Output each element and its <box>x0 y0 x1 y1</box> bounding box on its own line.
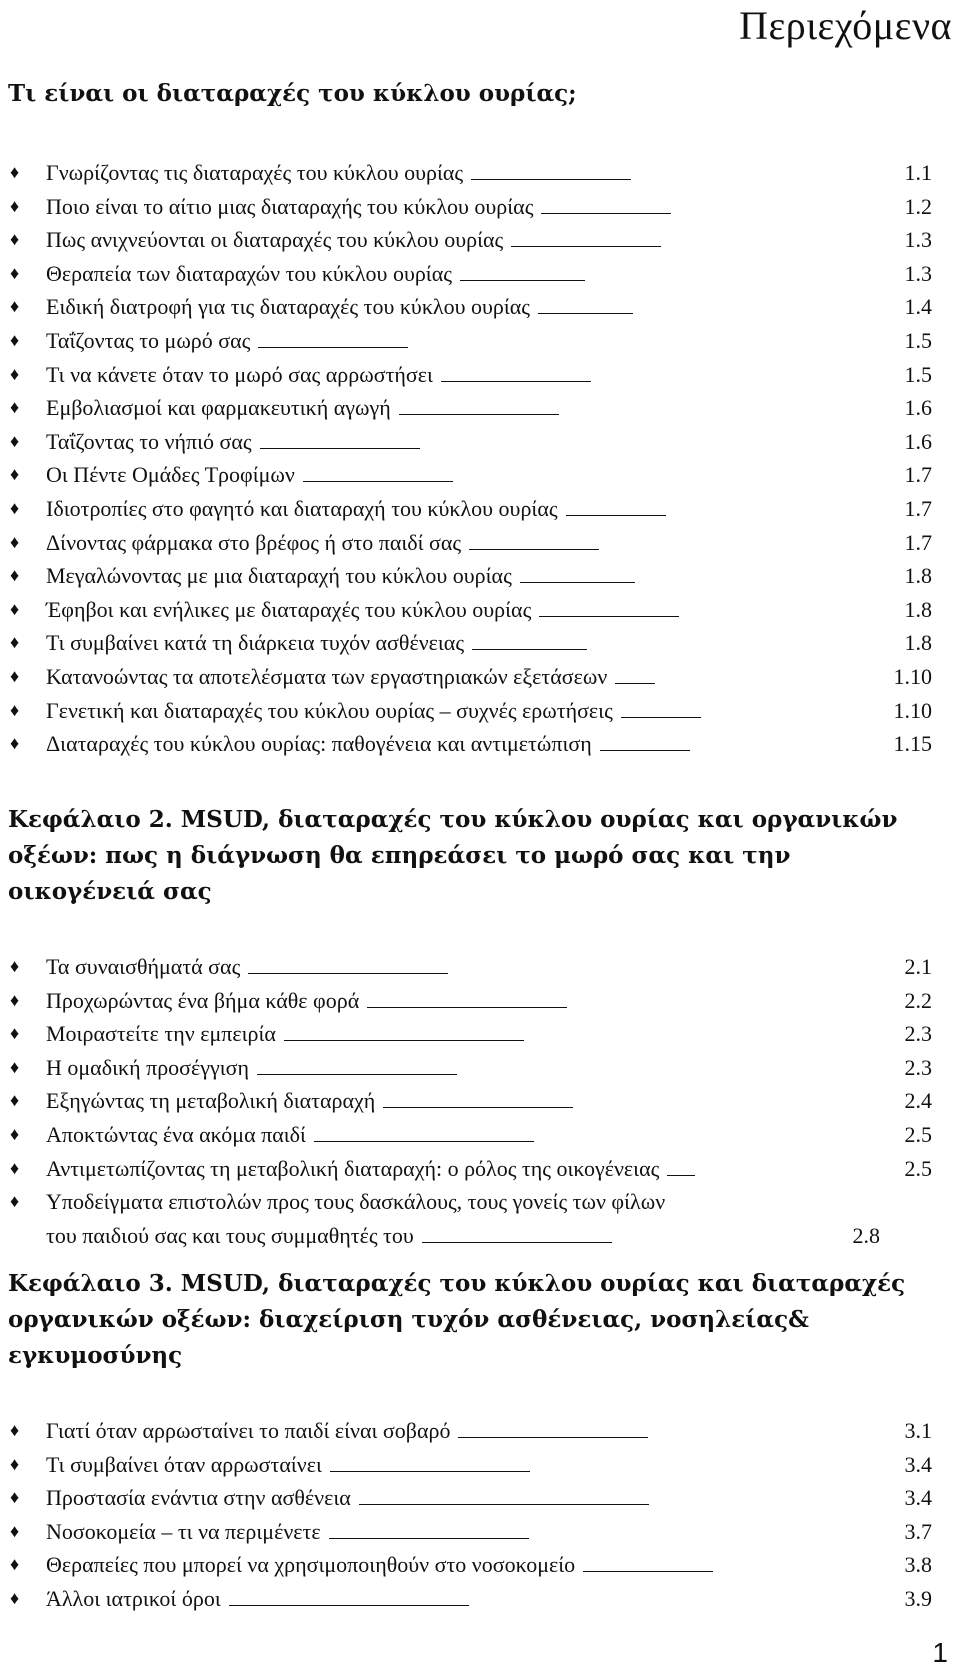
diamond-bullet-icon: ♦ <box>10 363 20 384</box>
toc-page-number: 3.9 <box>904 1585 932 1611</box>
toc-entry-text: Τι συμβαίνει όταν αρρωσταίνει <box>46 1451 322 1477</box>
dot-leader <box>314 1140 534 1142</box>
toc-entry[interactable] <box>0 1084 960 1118</box>
dot-leader <box>520 581 635 583</box>
toc-entry-text-line2: του παιδιού σας και τους συμμαθητές του <box>46 1222 414 1248</box>
toc-entry[interactable] <box>0 1515 960 1549</box>
dot-leader <box>458 1436 648 1438</box>
toc-entry[interactable] <box>0 458 960 492</box>
toc-page-number: 1.3 <box>904 260 932 286</box>
section-heading: Κεφάλαιο 2. MSUD, διαταραχές του κύκλου ουρίας και οργανικών οξέων: πως η διάγνωση θα επηρεάσει το μωρό σας και την οικογένειά σας <box>8 806 898 905</box>
diamond-bullet-icon: ♦ <box>10 162 20 182</box>
toc-page-number: 1.7 <box>904 495 932 521</box>
toc-entry[interactable] <box>0 559 960 593</box>
toc-page-number: 2.4 <box>904 1088 932 1114</box>
dot-leader <box>539 615 679 617</box>
diamond-bullet-icon: ♦ <box>10 1123 20 1144</box>
diamond-bullet-icon: ♦ <box>10 464 20 485</box>
dot-leader <box>329 1537 529 1539</box>
toc-entry[interactable] <box>0 1414 960 1448</box>
toc-entry-text: Κατανοώντας τα αποτελέσματα των εργαστηριακών εξετάσεων <box>46 663 608 689</box>
toc-entry-text: Τι να κάνετε όταν το μωρό σας αρρωστήσει <box>46 361 433 387</box>
dot-leader <box>260 447 420 449</box>
toc-entry-text: Αποκτώντας ένα ακόμα παιδί <box>46 1121 306 1147</box>
dot-leader <box>441 380 591 382</box>
diamond-bullet-icon: ♦ <box>10 956 20 976</box>
toc-page-number: 3.8 <box>904 1552 932 1578</box>
toc-entry-text: Μεγαλώνοντας με μια διαταραχή του κύκλου ουρίας <box>46 563 512 589</box>
section-overview <box>0 76 960 761</box>
dot-leader <box>258 346 408 348</box>
diamond-bullet-icon: ♦ <box>10 195 20 216</box>
toc-entry[interactable] <box>0 1152 960 1186</box>
dot-leader <box>667 1174 695 1176</box>
toc-entry-text: Νοσοκομεία – τι να περιμένετε <box>46 1518 321 1544</box>
toc-page-number: 1.10 <box>893 697 932 723</box>
toc-page-number: 1.15 <box>893 731 932 757</box>
diamond-bullet-icon: ♦ <box>10 598 20 619</box>
diamond-bullet-icon: ♦ <box>10 531 20 552</box>
toc-entry-text: Ιδιοτροπίες στο φαγητό και διαταραχή του κύκλου ουρίας <box>46 495 558 521</box>
section-chapter-3 <box>0 1266 960 1616</box>
dot-leader <box>367 1006 567 1008</box>
diamond-bullet-icon: ♦ <box>10 699 20 720</box>
diamond-bullet-icon: ♦ <box>10 1554 20 1575</box>
toc-page-number: 1.8 <box>904 630 932 656</box>
toc-page-number: 1.8 <box>904 596 932 622</box>
diamond-bullet-icon: ♦ <box>10 1587 20 1608</box>
toc-entry[interactable] <box>0 593 960 627</box>
diamond-bullet-icon: ♦ <box>10 1487 20 1508</box>
toc-entry[interactable] <box>0 626 960 660</box>
diamond-bullet-icon: ♦ <box>10 296 20 317</box>
toc-entry-text: Ποιο είναι το αίτιο μιας διαταραχής του κύκλου ουρίας <box>46 193 534 219</box>
toc-page-number: 2.2 <box>904 987 932 1013</box>
toc-page-number: 2.5 <box>904 1121 932 1147</box>
toc-page-number: 2.3 <box>904 1021 932 1047</box>
toc-page-number: 2.1 <box>904 954 932 979</box>
dot-leader <box>303 480 453 482</box>
dot-leader <box>538 312 633 314</box>
diamond-bullet-icon: ♦ <box>10 1023 20 1044</box>
toc-entry-text: Θεραπείες που μπορεί να χρησιμοποιηθούν στο νοσοκομείο <box>46 1552 576 1578</box>
toc-entry[interactable] <box>0 1118 960 1152</box>
toc-entry[interactable] <box>0 223 960 257</box>
toc-entry[interactable] <box>0 1582 960 1616</box>
toc-page-number: 1.1 <box>904 160 932 185</box>
toc-entry[interactable] <box>0 694 960 728</box>
diamond-bullet-icon: ♦ <box>10 989 20 1010</box>
page-title: Περιεχόμενα <box>739 3 952 48</box>
toc-list <box>0 1414 960 1616</box>
toc-page-number: 3.4 <box>904 1485 932 1511</box>
toc-entry-text: Προχωρώντας ένα βήμα κάθε φορά <box>46 987 360 1013</box>
diamond-bullet-icon: ♦ <box>10 329 20 350</box>
toc-entry-text: Έφηβοι και ενήλικες με διαταραχές του κύκλου ουρίας <box>46 596 532 622</box>
toc-page-number: 3.4 <box>904 1451 932 1477</box>
toc-entry[interactable] <box>0 425 960 459</box>
dot-leader <box>471 178 631 180</box>
toc-list <box>0 156 960 761</box>
dot-leader <box>399 413 559 415</box>
toc-page-number: 3.7 <box>904 1518 932 1544</box>
diamond-bullet-icon: ♦ <box>10 430 20 451</box>
toc-page-number: 2.8 <box>852 1222 880 1248</box>
toc-entry-text: Τι συμβαίνει κατά τη διάρκεια τυχόν ασθένειας <box>46 630 465 656</box>
section-heading: Τι είναι οι διαταραχές του κύκλου ουρίας; <box>8 80 577 107</box>
toc-page-number: 1.5 <box>904 361 932 387</box>
toc-entry[interactable] <box>0 1185 960 1252</box>
toc-page-number: 1.6 <box>904 428 932 454</box>
toc-entry-text: Η ομαδική προσέγγιση <box>46 1054 249 1080</box>
toc-entry[interactable] <box>0 984 960 1018</box>
dot-leader <box>422 1241 612 1243</box>
toc-entry[interactable] <box>0 324 960 358</box>
diamond-bullet-icon: ♦ <box>10 1157 20 1178</box>
dot-leader <box>248 972 448 974</box>
toc-entry[interactable] <box>0 1448 960 1482</box>
diamond-bullet-icon: ♦ <box>10 1056 20 1077</box>
toc-page-number: 1.7 <box>904 462 932 488</box>
toc-page-number: 1.4 <box>904 294 932 320</box>
toc-entry-text: Εμβολιασμοί και φαρμακευτική αγωγή <box>46 395 391 421</box>
toc-entry[interactable] <box>0 727 960 761</box>
dot-leader <box>511 245 661 247</box>
page-number: 1 <box>932 1637 948 1668</box>
dot-leader <box>229 1604 469 1606</box>
toc-entry[interactable] <box>0 156 960 190</box>
toc-entry[interactable] <box>0 358 960 392</box>
diamond-bullet-icon: ♦ <box>10 1520 20 1541</box>
dot-leader <box>257 1073 457 1075</box>
toc-page-number: 1.3 <box>904 227 932 253</box>
dot-leader <box>469 548 599 550</box>
toc-page-number: 1.5 <box>904 327 932 353</box>
toc-entry-text: Γιατί όταν αρρωσταίνει το παιδί είναι σοβαρό <box>46 1418 451 1443</box>
dot-leader <box>330 1470 530 1472</box>
toc-entry-text: Τα συναισθήματά σας <box>46 954 241 979</box>
toc-entry[interactable] <box>0 391 960 425</box>
dot-leader <box>566 514 666 516</box>
toc-entry-text: Αντιμετωπίζοντας τη μεταβολική διαταραχή: ο ρόλος της οικογένειας <box>46 1155 660 1181</box>
toc-page-number: 1.10 <box>893 663 932 689</box>
toc-entry[interactable] <box>0 492 960 526</box>
toc-entry[interactable] <box>0 290 960 324</box>
dot-leader <box>472 648 587 650</box>
diamond-bullet-icon: ♦ <box>10 262 20 283</box>
toc-page-number: 3.1 <box>904 1418 932 1443</box>
toc-entry[interactable] <box>0 1017 960 1051</box>
toc-entry-text: Υποδείγματα επιστολών προς τους δασκάλους, τους γονείς των φίλων <box>46 1189 666 1215</box>
toc-entry[interactable] <box>0 190 960 224</box>
dot-leader <box>621 716 701 718</box>
toc-entry-text: Πως ανιχνεύονται οι διαταραχές του κύκλου ουρίας <box>46 227 504 253</box>
section-heading: Κεφάλαιο 3. MSUD, διαταραχές του κύκλου ουρίας και διαταραχές οργανικών οξέων: διαχείριση τυχόν ασθένειας, νοσηλείας& εγκυμοσύνης <box>8 1270 906 1369</box>
diamond-bullet-icon: ♦ <box>10 565 20 586</box>
toc-entry-text: Άλλοι ιατρικοί όροι <box>46 1585 221 1611</box>
diamond-bullet-icon: ♦ <box>10 497 20 518</box>
toc-entry[interactable] <box>0 1051 960 1085</box>
dot-leader <box>600 749 690 751</box>
dot-leader <box>541 212 671 214</box>
dot-leader <box>460 279 585 281</box>
toc-entry-text: Ειδική διατροφή για τις διαταραχές του κύκλου ουρίας <box>46 294 530 320</box>
toc-entry[interactable] <box>0 1481 960 1515</box>
toc-page-number: 1.7 <box>904 529 932 555</box>
toc-page-number: 1.6 <box>904 395 932 421</box>
section-chapter-2 <box>0 802 960 1252</box>
diamond-bullet-icon: ♦ <box>10 397 20 418</box>
toc-entry[interactable] <box>0 526 960 560</box>
diamond-bullet-icon: ♦ <box>10 1090 20 1111</box>
toc-page-number: 2.3 <box>904 1054 932 1080</box>
toc-entry-text: Γνωρίζοντας τις διαταραχές του κύκλου ουρίας <box>46 160 464 185</box>
toc-entry-text: Προστασία ενάντια στην ασθένεια <box>46 1485 351 1511</box>
diamond-bullet-icon: ♦ <box>10 665 20 686</box>
toc-entry-text: Εξηγώντας τη μεταβολική διαταραχή <box>46 1088 376 1114</box>
toc-page-number: 1.8 <box>904 563 932 589</box>
toc-entry-text: Γενετική και διαταραχές του κύκλου ουρίας – συχνές ερωτήσεις <box>46 697 613 723</box>
dot-leader <box>383 1106 573 1108</box>
toc-list <box>0 950 960 1252</box>
dot-leader <box>583 1570 713 1572</box>
toc-entry-text: Ταΐζοντας το νήπιό σας <box>46 428 252 454</box>
diamond-bullet-icon: ♦ <box>10 632 20 653</box>
toc-entry-text: Οι Πέντε Ομάδες Τροφίμων <box>46 462 295 488</box>
diamond-bullet-icon: ♦ <box>10 733 20 754</box>
diamond-bullet-icon: ♦ <box>10 1420 20 1440</box>
diamond-bullet-icon: ♦ <box>10 1191 20 1212</box>
toc-entry[interactable] <box>0 660 960 694</box>
toc-entry-text: Δίνοντας φάρμακα στο βρέφος ή στο παιδί σας <box>46 529 462 555</box>
dot-leader <box>615 682 655 684</box>
toc-entry[interactable] <box>0 257 960 291</box>
toc-page-number: 2.5 <box>904 1155 932 1181</box>
toc-entry[interactable] <box>0 1548 960 1582</box>
toc-entry[interactable] <box>0 950 960 984</box>
dot-leader <box>284 1039 524 1041</box>
toc-entry-text: Θεραπεία των διαταραχών του κύκλου ουρίας <box>46 260 452 286</box>
dot-leader <box>359 1503 649 1505</box>
toc-page-number: 1.2 <box>904 193 932 219</box>
toc-entry-text: Μοιραστείτε την εμπειρία <box>46 1021 276 1047</box>
toc-entry-text: Διαταραχές του κύκλου ουρίας: παθογένεια και αντιμετώπιση <box>46 731 592 757</box>
toc-entry-text: Ταΐζοντας το μωρό σας <box>46 327 251 353</box>
diamond-bullet-icon: ♦ <box>10 229 20 250</box>
diamond-bullet-icon: ♦ <box>10 1453 20 1474</box>
